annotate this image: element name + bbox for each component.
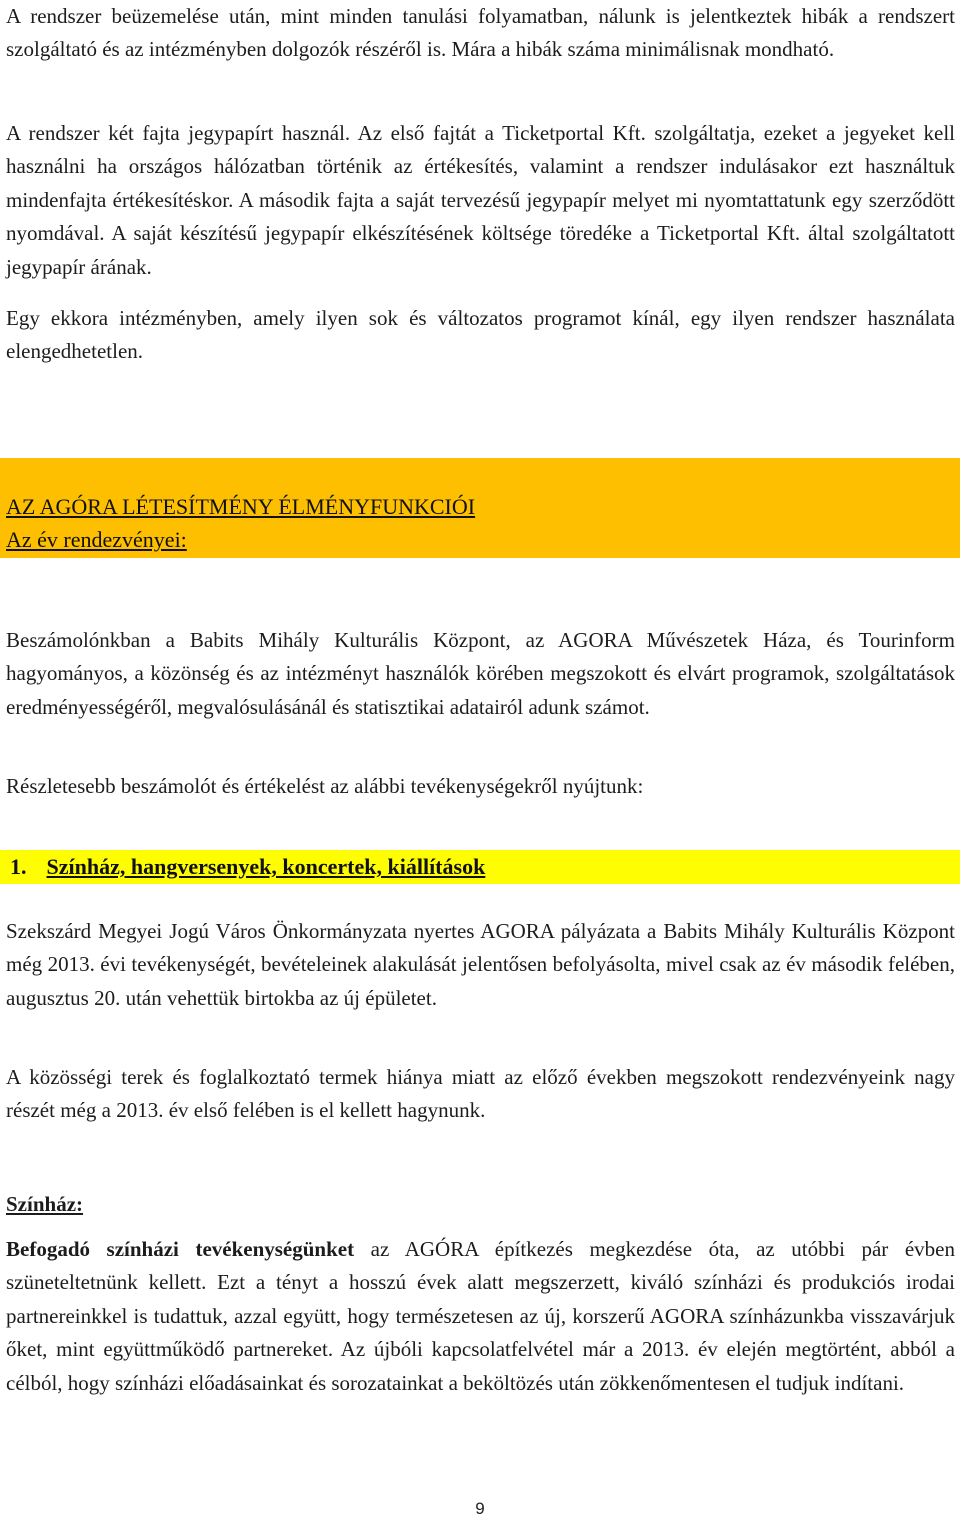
banner-subtitle: Az év rendezvényei:	[6, 527, 187, 552]
paragraph-necessity: Egy ekkora intézményben, amely ilyen sok és változatos programot kínál, egy ilyen rendszer használata elengedhetetlen.	[6, 306, 955, 364]
theater-bold-lead: Befogadó színházi tevékenységünket	[6, 1237, 355, 1261]
paragraph-missing-spaces: A közösségi terek és foglalkoztató termek hiánya miatt az előző években megszokott rendezvényeink nagy részét még a 2013. év első felében is el kellett hagynunk.	[6, 1065, 955, 1123]
paragraph-ticket-paper: A rendszer két fajta jegypapírt használ. Az első fajtát a Ticketportal Kft. szolgáltatja, ezeket a jegyeket kell használni ha országos hálózatban történik az értékesítés, valamint a rendszer indulásakor ezt használtuk mindenfajta értékesítéskor. A második fajta a saját tervezésű jegypapír melyet mi nyomtattatunk egy szerződött nyomdával. A saját készítésű jegypapír elkészítésének költsége töredéke a Ticketportal Kft. által szolgáltatott jegypapír árának.	[6, 121, 955, 279]
theater-text: az AGÓRA építkezés megkezdése óta, az utóbbi pár évben szüneteltetnünk kellett. Ezt a tényt a hosszú évek alatt megszerzett, kiváló színházi és produkciós irodai partnereinkkel is tudattuk, azzal együtt, hogy természetesen az új, korszerű AGORA színházunkba visszavárjuk őket, mint együttműködő partnereket. Az újbóli kapcsolatfelvétel már a 2013. év elején megtörtént, abból a célból, hogy színházi előadásainkat és sorozatainkat a beköltözés után zökkenőmentesen el tudjuk indítani.	[6, 1237, 955, 1395]
page-number: 9	[475, 1499, 485, 1518]
paragraph-theater	[6, 1233, 955, 1400]
paragraph-report-intro: Beszámolónkban a Babits Mihály Kulturális Központ, az AGORA Művészetek Háza, és Tourinform hagyományos, a közönség és az intézményt használók körében megszokott és elvárt programok, szolgáltatások eredményességéről, megvalósulásánál és statisztikai adatairól adunk számot.	[6, 628, 955, 719]
heading-number: 1.	[10, 854, 27, 879]
heading-title: Színház, hangversenyek, koncertek, kiállítások	[46, 854, 486, 879]
numbered-heading	[10, 850, 485, 884]
paragraph-agora-tender: Szekszárd Megyei Jogú Város Önkormányzata nyertes AGORA pályázata a Babits Mihály Kulturális Központ még 2013. évi tevékenységét, bevételeinek alakulását jelentősen befolyásolta, mivel csak az év második felében, augusztus 20. után vehettük birtokba az új épületet.	[6, 919, 955, 1010]
paragraph-details-intro: Részletesebb beszámolót és értékelést az alábbi tevékenységekről nyújtunk:	[6, 774, 644, 798]
section-heading-theater: Színház:	[6, 1192, 84, 1216]
paragraph-errors: A rendszer beüzemelése után, mint minden tanulási folyamatban, nálunk is jelentkeztek hibák a rendszert szolgáltató és az intézményben dolgozók részéről is. Mára a hibák száma minimálisnak mondható.	[6, 4, 955, 62]
banner-title: AZ AGÓRA LÉTESÍTMÉNY ÉLMÉNYFUNKCIÓI	[6, 494, 476, 519]
